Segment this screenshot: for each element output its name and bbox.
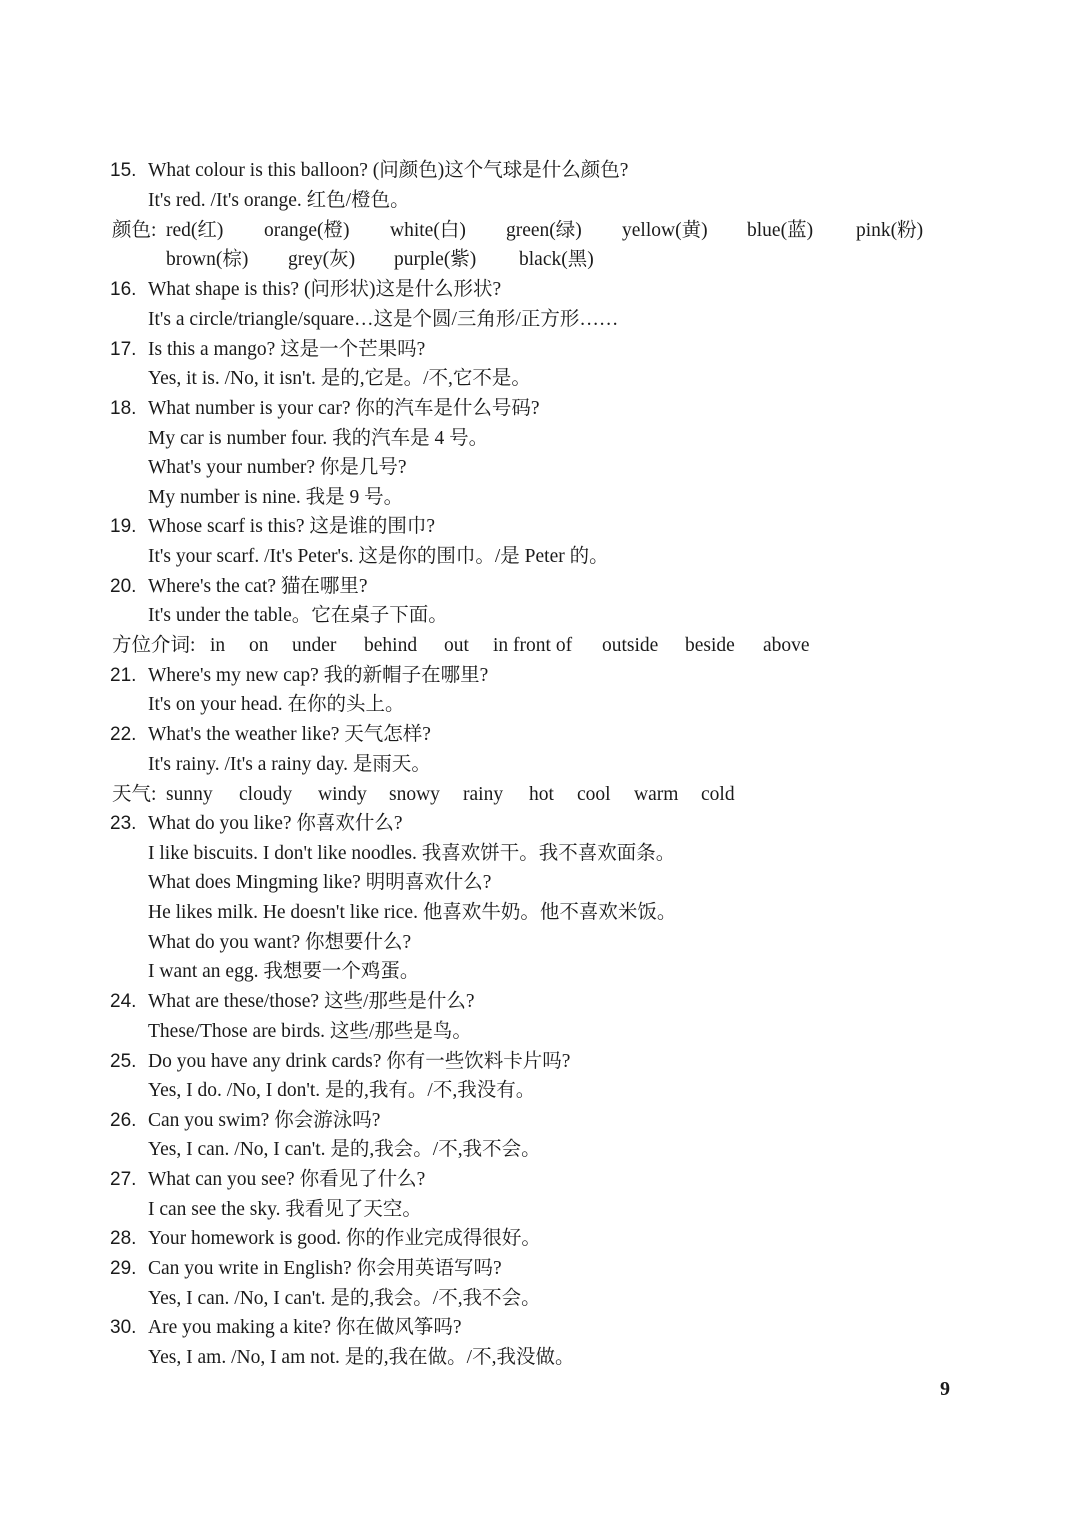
vocab-word: red(红) — [166, 220, 224, 241]
vocab-word: warm — [634, 784, 679, 805]
answer-text: Yes, I am. /No, I am not. 是的,我在做。/不,我没做。 — [148, 1347, 575, 1368]
vocab-word: out — [444, 635, 469, 656]
vocab-label: 天气: — [112, 784, 157, 805]
question-number: 16. — [110, 279, 137, 300]
question-number: 18. — [110, 398, 137, 419]
vocab-word: hot — [529, 784, 554, 805]
vocab-word: brown(棕) — [166, 249, 249, 270]
question-number: 19. — [110, 516, 137, 537]
question-number: 26. — [110, 1110, 137, 1131]
vocab-word: green(绿) — [506, 220, 582, 241]
question-text: What's the weather like? 天气怎样? — [148, 724, 431, 745]
question-number: 23. — [110, 813, 137, 834]
page-number: 9 — [940, 1378, 950, 1400]
vocab-word: windy — [318, 784, 367, 805]
question-text: What colour is this balloon? (问颜色)这个气球是什么颜色? — [148, 160, 629, 181]
vocab-word: under — [292, 635, 337, 656]
vocab-word: on — [249, 635, 269, 656]
question-text: Do you have any drink cards? 你有一些饮料卡片吗? — [148, 1051, 571, 1072]
question-text: Are you making a kite? 你在做风筝吗? — [148, 1317, 462, 1338]
question-text: Is this a mango? 这是一个芒果吗? — [148, 339, 426, 360]
vocab-word: orange(橙) — [264, 220, 350, 241]
question-text: Where's the cat? 猫在哪里? — [148, 576, 368, 597]
answer-text: What does Mingming like? 明明喜欢什么? — [148, 872, 492, 893]
answer-text: It's rainy. /It's a rainy day. 是雨天。 — [148, 754, 431, 775]
answer-text: What do you want? 你想要什么? — [148, 932, 412, 953]
vocab-word: white(白) — [390, 220, 466, 241]
question-number: 17. — [110, 339, 137, 360]
question-text: What can you see? 你看见了什么? — [148, 1169, 426, 1190]
vocab-word: snowy — [389, 784, 440, 805]
vocab-word: cold — [701, 784, 735, 805]
vocab-word: outside — [602, 635, 659, 656]
vocab-word: sunny — [166, 784, 213, 805]
question-text: What number is your car? 你的汽车是什么号码? — [148, 398, 540, 419]
answer-text: Yes, I do. /No, I don't. 是的,我有。/不,我没有。 — [148, 1080, 536, 1101]
question-number: 22. — [110, 724, 137, 745]
answer-text: It's under the table。它在桌子下面。 — [148, 605, 448, 626]
question-number: 27. — [110, 1169, 137, 1190]
answer-text: He likes milk. He doesn't like rice. 他喜欢牛奶。他不喜欢米饭。 — [148, 902, 677, 923]
question-number: 15. — [110, 160, 137, 181]
question-number: 21. — [110, 665, 137, 686]
question-number: 30. — [110, 1317, 137, 1338]
question-number: 20. — [110, 576, 137, 597]
vocab-word: grey(灰) — [288, 249, 356, 270]
vocab-word: in — [210, 635, 226, 656]
vocab-word: rainy — [463, 784, 504, 805]
vocab-word: cool — [577, 784, 611, 805]
vocab-word: behind — [364, 635, 418, 656]
question-text: What are these/those? 这些/那些是什么? — [148, 991, 475, 1012]
answer-text: Yes, it is. /No, it isn't. 是的,它是。/不,它不是。 — [148, 368, 531, 389]
question-number: 25. — [110, 1051, 137, 1072]
vocab-label: 方位介词: — [112, 635, 196, 656]
question-text: Whose scarf is this? 这是谁的围巾? — [148, 516, 436, 537]
answer-text: Yes, I can. /No, I can't. 是的,我会。/不,我不会。 — [148, 1139, 541, 1160]
answer-text: It's your scarf. /It's Peter's. 这是你的围巾。/是 Peter 的。 — [148, 546, 609, 567]
answer-text: I want an egg. 我想要一个鸡蛋。 — [148, 961, 420, 982]
vocab-word: black(黑) — [519, 249, 594, 270]
vocab-word: yellow(黄) — [622, 220, 708, 241]
answer-text: What's your number? 你是几号? — [148, 457, 407, 478]
question-text: Can you swim? 你会游泳吗? — [148, 1110, 381, 1131]
question-text: What shape is this? (问形状)这是什么形状? — [148, 279, 502, 300]
vocab-word: purple(紫) — [394, 249, 477, 270]
question-number: 24. — [110, 991, 137, 1012]
question-text: Your homework is good. 你的作业完成得很好。 — [148, 1228, 541, 1249]
answer-text: It's on your head. 在你的头上。 — [148, 694, 405, 715]
question-text: What do you like? 你喜欢什么? — [148, 813, 403, 834]
vocab-word: pink(粉) — [856, 220, 924, 241]
vocab-label: 颜色: — [112, 220, 157, 241]
answer-text: My number is nine. 我是 9 号。 — [148, 487, 404, 508]
answer-text: I like biscuits. I don't like noodles. 我喜欢饼干。我不喜欢面条。 — [148, 843, 676, 864]
answer-text: These/Those are birds. 这些/那些是鸟。 — [148, 1021, 472, 1042]
vocab-word: in front of — [493, 635, 573, 656]
question-number: 29. — [110, 1258, 137, 1279]
vocab-word: blue(蓝) — [747, 220, 814, 241]
vocab-word: cloudy — [239, 784, 293, 805]
answer-text: I can see the sky. 我看见了天空。 — [148, 1199, 422, 1220]
question-number: 28. — [110, 1228, 137, 1249]
vocab-word: beside — [685, 635, 735, 656]
answer-text: It's red. /It's orange. 红色/橙色。 — [148, 190, 410, 211]
vocab-word: above — [763, 635, 810, 656]
answer-text: My car is number four. 我的汽车是 4 号。 — [148, 428, 489, 449]
question-text: Where's my new cap? 我的新帽子在哪里? — [148, 665, 489, 686]
answer-text: It's a circle/triangle/square…这是个圆/三角形/正方形…… — [148, 309, 619, 330]
answer-text: Yes, I can. /No, I can't. 是的,我会。/不,我不会。 — [148, 1288, 541, 1309]
question-text: Can you write in English? 你会用英语写吗? — [148, 1258, 502, 1279]
